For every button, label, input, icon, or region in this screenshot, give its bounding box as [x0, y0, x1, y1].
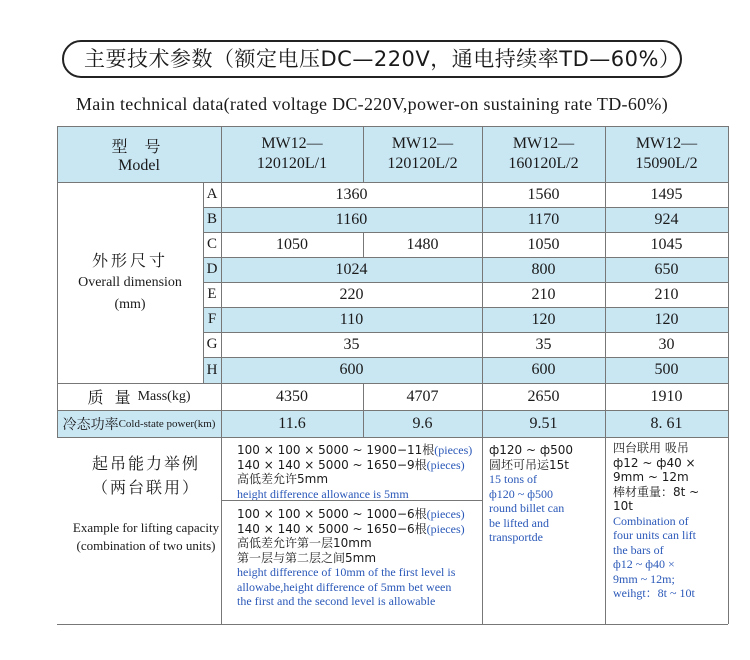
- table-rule: [203, 332, 728, 333]
- remark-note: 15 tons of: [489, 472, 537, 486]
- model-name-line-2: 120120L/1: [256, 155, 328, 172]
- remark-note: weihgt：8t ~ 10t: [613, 586, 695, 600]
- power-value: 9.51: [529, 414, 558, 432]
- remark-text: 高低差允许5mm: [237, 472, 329, 486]
- remark-note: transportde: [489, 530, 543, 544]
- dimension-unit: (mm): [114, 296, 146, 312]
- mass-value: 2650: [527, 387, 560, 405]
- dimension-value: 1360: [335, 185, 368, 203]
- model-name-line-1: MW12—: [261, 135, 323, 152]
- dimension-letter: G: [206, 336, 218, 352]
- dimension-value-cell: [482, 207, 605, 232]
- dimension-letter: A: [206, 186, 218, 202]
- remark-note: four units can lift: [613, 528, 696, 542]
- table-rule: [203, 282, 728, 283]
- mass-value: 1910: [650, 387, 683, 405]
- remark-note: ф120 ~ ф500: [489, 486, 554, 501]
- remark-text: 四台联用 吸吊: [613, 441, 689, 455]
- remark-line: [489, 458, 573, 473]
- remark-line: [489, 501, 573, 516]
- mass-value: 4707: [406, 387, 439, 405]
- dimension-value-cell: [221, 182, 482, 207]
- dimension-value: 500: [654, 361, 679, 378]
- dimension-letter-A: [203, 182, 221, 207]
- remark-line: [613, 586, 699, 601]
- dimension-value: 210: [531, 285, 556, 303]
- page-title: 主要技术参数（额定电压DC—220V，通电持续率TD—60%）: [62, 40, 682, 78]
- remark-text: 140 × 140 × 5000 ~ 1650−9根: [237, 457, 427, 472]
- remark-line: [489, 472, 573, 487]
- table-rule: [221, 500, 482, 501]
- dimension-value: 1050: [527, 235, 560, 253]
- mass-label-zh: 质 量: [87, 388, 134, 407]
- dimension-value-cell: [605, 207, 728, 232]
- remark-text: 圆坯可吊运15t: [489, 457, 569, 472]
- remark-text: 100 × 100 × 5000 ~ 1900−11根: [237, 443, 435, 457]
- dimension-value: 30: [658, 335, 675, 353]
- dimension-value: 110: [339, 310, 364, 328]
- dimension-value: 800: [531, 260, 556, 278]
- model-header-cell: [57, 126, 221, 182]
- dimension-value-cell: [482, 182, 605, 207]
- dimension-letter-G: [203, 332, 221, 357]
- power-value-cell: [363, 410, 482, 437]
- model-header-3: [482, 126, 605, 182]
- dimension-label-en: Overall dimension: [78, 274, 182, 290]
- remark-line: [237, 522, 465, 537]
- table-rule: [363, 232, 364, 257]
- technical-data-table: [57, 126, 728, 624]
- mass-label-cell: [57, 383, 221, 410]
- model-label-en: Model: [118, 156, 160, 174]
- dimension-value: 1170: [527, 210, 560, 228]
- remark-line: [489, 443, 573, 458]
- dimension-value-cell: [482, 357, 605, 383]
- remark-text: 高低差允许第一层10mm: [237, 536, 372, 550]
- remark-line: [613, 456, 699, 471]
- remark-note: round billet can: [489, 501, 565, 515]
- dimension-value: 1495: [650, 185, 683, 203]
- remark-text: 140 × 140 × 5000 ~ 1650−6根: [237, 521, 427, 536]
- dimension-value-cell: [221, 232, 363, 257]
- dimension-value: 1045: [650, 235, 683, 253]
- remark-note: 9mm ~ 12m;: [613, 571, 675, 586]
- table-rule: [57, 126, 58, 437]
- table-rule: [482, 126, 483, 624]
- dimension-value-cell: [221, 257, 482, 282]
- power-value-cell: [221, 410, 363, 437]
- dimension-value: 1160: [335, 210, 368, 228]
- model-name-line-1: MW12—: [391, 135, 454, 152]
- dimension-value: 924: [654, 210, 679, 228]
- power-label-zh: 冷态功率: [62, 416, 119, 433]
- model-header-4: [605, 126, 728, 182]
- dimension-value-cell: [221, 357, 482, 383]
- dimension-value: 1024: [335, 260, 368, 278]
- remark-note: (pieces): [434, 443, 473, 457]
- dimension-value-cell: [221, 282, 482, 307]
- dimension-value-cell: [605, 182, 728, 207]
- dimension-letter-C: [203, 232, 221, 257]
- lifting-label-zh: 起吊能力举例: [91, 454, 200, 473]
- table-rule: [57, 182, 728, 183]
- dimension-value: 210: [654, 285, 679, 303]
- remark-line: [237, 487, 472, 502]
- dimension-letter-H: [203, 357, 221, 383]
- dimension-letter: B: [206, 211, 217, 227]
- remark-line: [237, 565, 465, 580]
- dimension-value-cell: [221, 207, 482, 232]
- mass-label-en: Mass(kg): [137, 388, 191, 404]
- mass-value-cell: [363, 383, 482, 410]
- remark-line: [237, 594, 465, 609]
- dimension-letter: D: [206, 261, 218, 277]
- remark-line: [237, 551, 465, 566]
- dimension-letter: F: [207, 311, 217, 327]
- lifting-example-2: [237, 507, 465, 609]
- model-name-line-1: MW12—: [635, 135, 698, 152]
- remark-line: [613, 441, 699, 456]
- table-rule: [57, 624, 728, 625]
- dimension-value: 120: [531, 310, 556, 328]
- table-rule: [203, 232, 728, 233]
- remark-note: (pieces): [426, 521, 465, 536]
- remark-line: [613, 470, 699, 485]
- dimension-value: 1050: [276, 235, 308, 253]
- table-rule: [203, 207, 728, 208]
- dimension-value: 600: [339, 361, 364, 378]
- dimension-letter-D: [203, 257, 221, 282]
- remark-line: [613, 557, 699, 572]
- dimension-value-cell: [605, 232, 728, 257]
- model-name-line-2: 160120L/2: [508, 155, 579, 172]
- remark-line: [237, 507, 465, 522]
- lifting-example-4: [613, 441, 699, 601]
- remark-line: [613, 528, 699, 543]
- table-rule: [57, 437, 728, 438]
- table-rule: [203, 307, 728, 308]
- power-label-cell: [57, 410, 221, 437]
- table-rule: [363, 383, 364, 437]
- dimension-letter: H: [206, 361, 218, 378]
- dimension-value-cell: [482, 307, 605, 332]
- remark-line: [489, 530, 573, 545]
- dimension-value-cell: [221, 307, 482, 332]
- power-value-cell: [482, 410, 605, 437]
- remark-note: height difference of 10mm of the first level is: [237, 565, 456, 579]
- dimension-value: 1560: [527, 185, 560, 203]
- remark-note: Combination of: [613, 513, 689, 528]
- remark-text: 100 × 100 × 5000 ~ 1000−6根: [237, 507, 427, 521]
- lifting-example-1: [237, 443, 472, 501]
- remark-text: ф120 ~ ф500: [489, 443, 574, 457]
- power-value: 9.6: [412, 414, 433, 432]
- table-rule: [57, 410, 728, 411]
- dimension-value-cell: [363, 232, 482, 257]
- dimension-label-zh: 外形尺寸: [91, 250, 168, 270]
- remark-note: (pieces): [426, 457, 465, 472]
- lifting-label-zh-sub: （两台联用）: [91, 478, 200, 497]
- dimension-value-cell: [482, 257, 605, 282]
- table-rule: [728, 126, 729, 624]
- table-rule: [605, 126, 606, 624]
- remark-line: [613, 499, 699, 514]
- dimension-value: 1480: [406, 235, 439, 253]
- model-name-line-2: 120120L/2: [387, 155, 458, 172]
- remark-line: [613, 543, 699, 558]
- dimension-value: 35: [535, 335, 552, 353]
- table-rule: [203, 257, 728, 258]
- remark-text: 第一层与第二层之间5mm: [237, 550, 377, 565]
- dimension-value-cell: [482, 332, 605, 357]
- mass-value: 4350: [276, 387, 308, 405]
- dimension-value: 600: [531, 361, 556, 378]
- model-header-2: [363, 126, 482, 182]
- dimension-value-cell: [605, 282, 728, 307]
- dimension-value: 35: [343, 335, 360, 353]
- dimension-value-cell: [605, 357, 728, 383]
- remark-note: (pieces): [426, 507, 465, 521]
- power-value-cell: [605, 410, 728, 437]
- remark-note: ф12 ~ ф40 ×: [613, 557, 675, 571]
- dimension-value-cell: [605, 307, 728, 332]
- table-rule: [203, 182, 204, 383]
- lifting-example-3: [489, 443, 573, 545]
- remark-line: [237, 458, 472, 473]
- power-label-en: Cold-state power(km): [118, 417, 216, 430]
- dimension-value: 220: [339, 285, 364, 303]
- remark-line: [489, 487, 573, 502]
- remark-note: allowabe,height difference of 5mm bet ween: [237, 579, 452, 594]
- dimension-letter-F: [203, 307, 221, 332]
- remark-line: [237, 443, 472, 458]
- dimension-value-cell: [482, 232, 605, 257]
- remark-text: 棒材重量：8t ~: [613, 484, 700, 499]
- power-value: 8. 61: [650, 414, 683, 432]
- remark-line: [613, 485, 699, 500]
- page-subtitle: Main technical data(rated voltage DC-220V,power-on sustaining rate TD-60%): [76, 94, 669, 114]
- table-rule: [203, 357, 728, 358]
- model-header-1: [221, 126, 363, 182]
- remark-text: 10t: [613, 499, 633, 513]
- power-value: 11.6: [278, 414, 306, 432]
- dimension-value-cell: [605, 332, 728, 357]
- remark-note: the bars of: [613, 542, 664, 557]
- mass-value-cell: [605, 383, 728, 410]
- dimension-letter-E: [203, 282, 221, 307]
- dimension-value: 120: [654, 310, 679, 328]
- lifting-label-en-sub: (combination of two units): [76, 538, 216, 553]
- remark-line: [613, 572, 699, 587]
- remark-note: height difference allowance is 5mm: [237, 486, 409, 501]
- table-rule: [57, 383, 728, 384]
- dimension-letter: C: [206, 236, 217, 252]
- dimension-value-cell: [605, 257, 728, 282]
- mass-value-cell: [221, 383, 363, 410]
- remark-text: 9mm ~ 12m: [613, 470, 689, 484]
- remark-line: [237, 536, 465, 551]
- overall-dimension-label: [57, 182, 203, 383]
- dimension-letter: E: [207, 286, 217, 302]
- table-rule: [221, 126, 222, 624]
- remark-note: the first and the second level is allowable: [237, 594, 436, 608]
- model-label-zh: 型 号: [111, 136, 167, 156]
- table-rule: [363, 126, 364, 182]
- model-name-line-1: MW12—: [512, 135, 575, 152]
- table-rule: [57, 126, 728, 127]
- model-name-line-2: 15090L/2: [635, 155, 698, 172]
- lifting-label-en: Example for lifting capacity: [72, 520, 220, 535]
- mass-value-cell: [482, 383, 605, 410]
- remark-line: [237, 580, 465, 595]
- remark-text: ф12 ~ ф40 ×: [613, 455, 696, 470]
- remark-line: [613, 514, 699, 529]
- dimension-value: 650: [654, 260, 679, 278]
- dimension-value-cell: [221, 332, 482, 357]
- dimension-value-cell: [482, 282, 605, 307]
- dimension-letter-B: [203, 207, 221, 232]
- remark-line: [237, 472, 472, 487]
- remark-note: be lifted and: [489, 515, 549, 530]
- remark-line: [489, 516, 573, 531]
